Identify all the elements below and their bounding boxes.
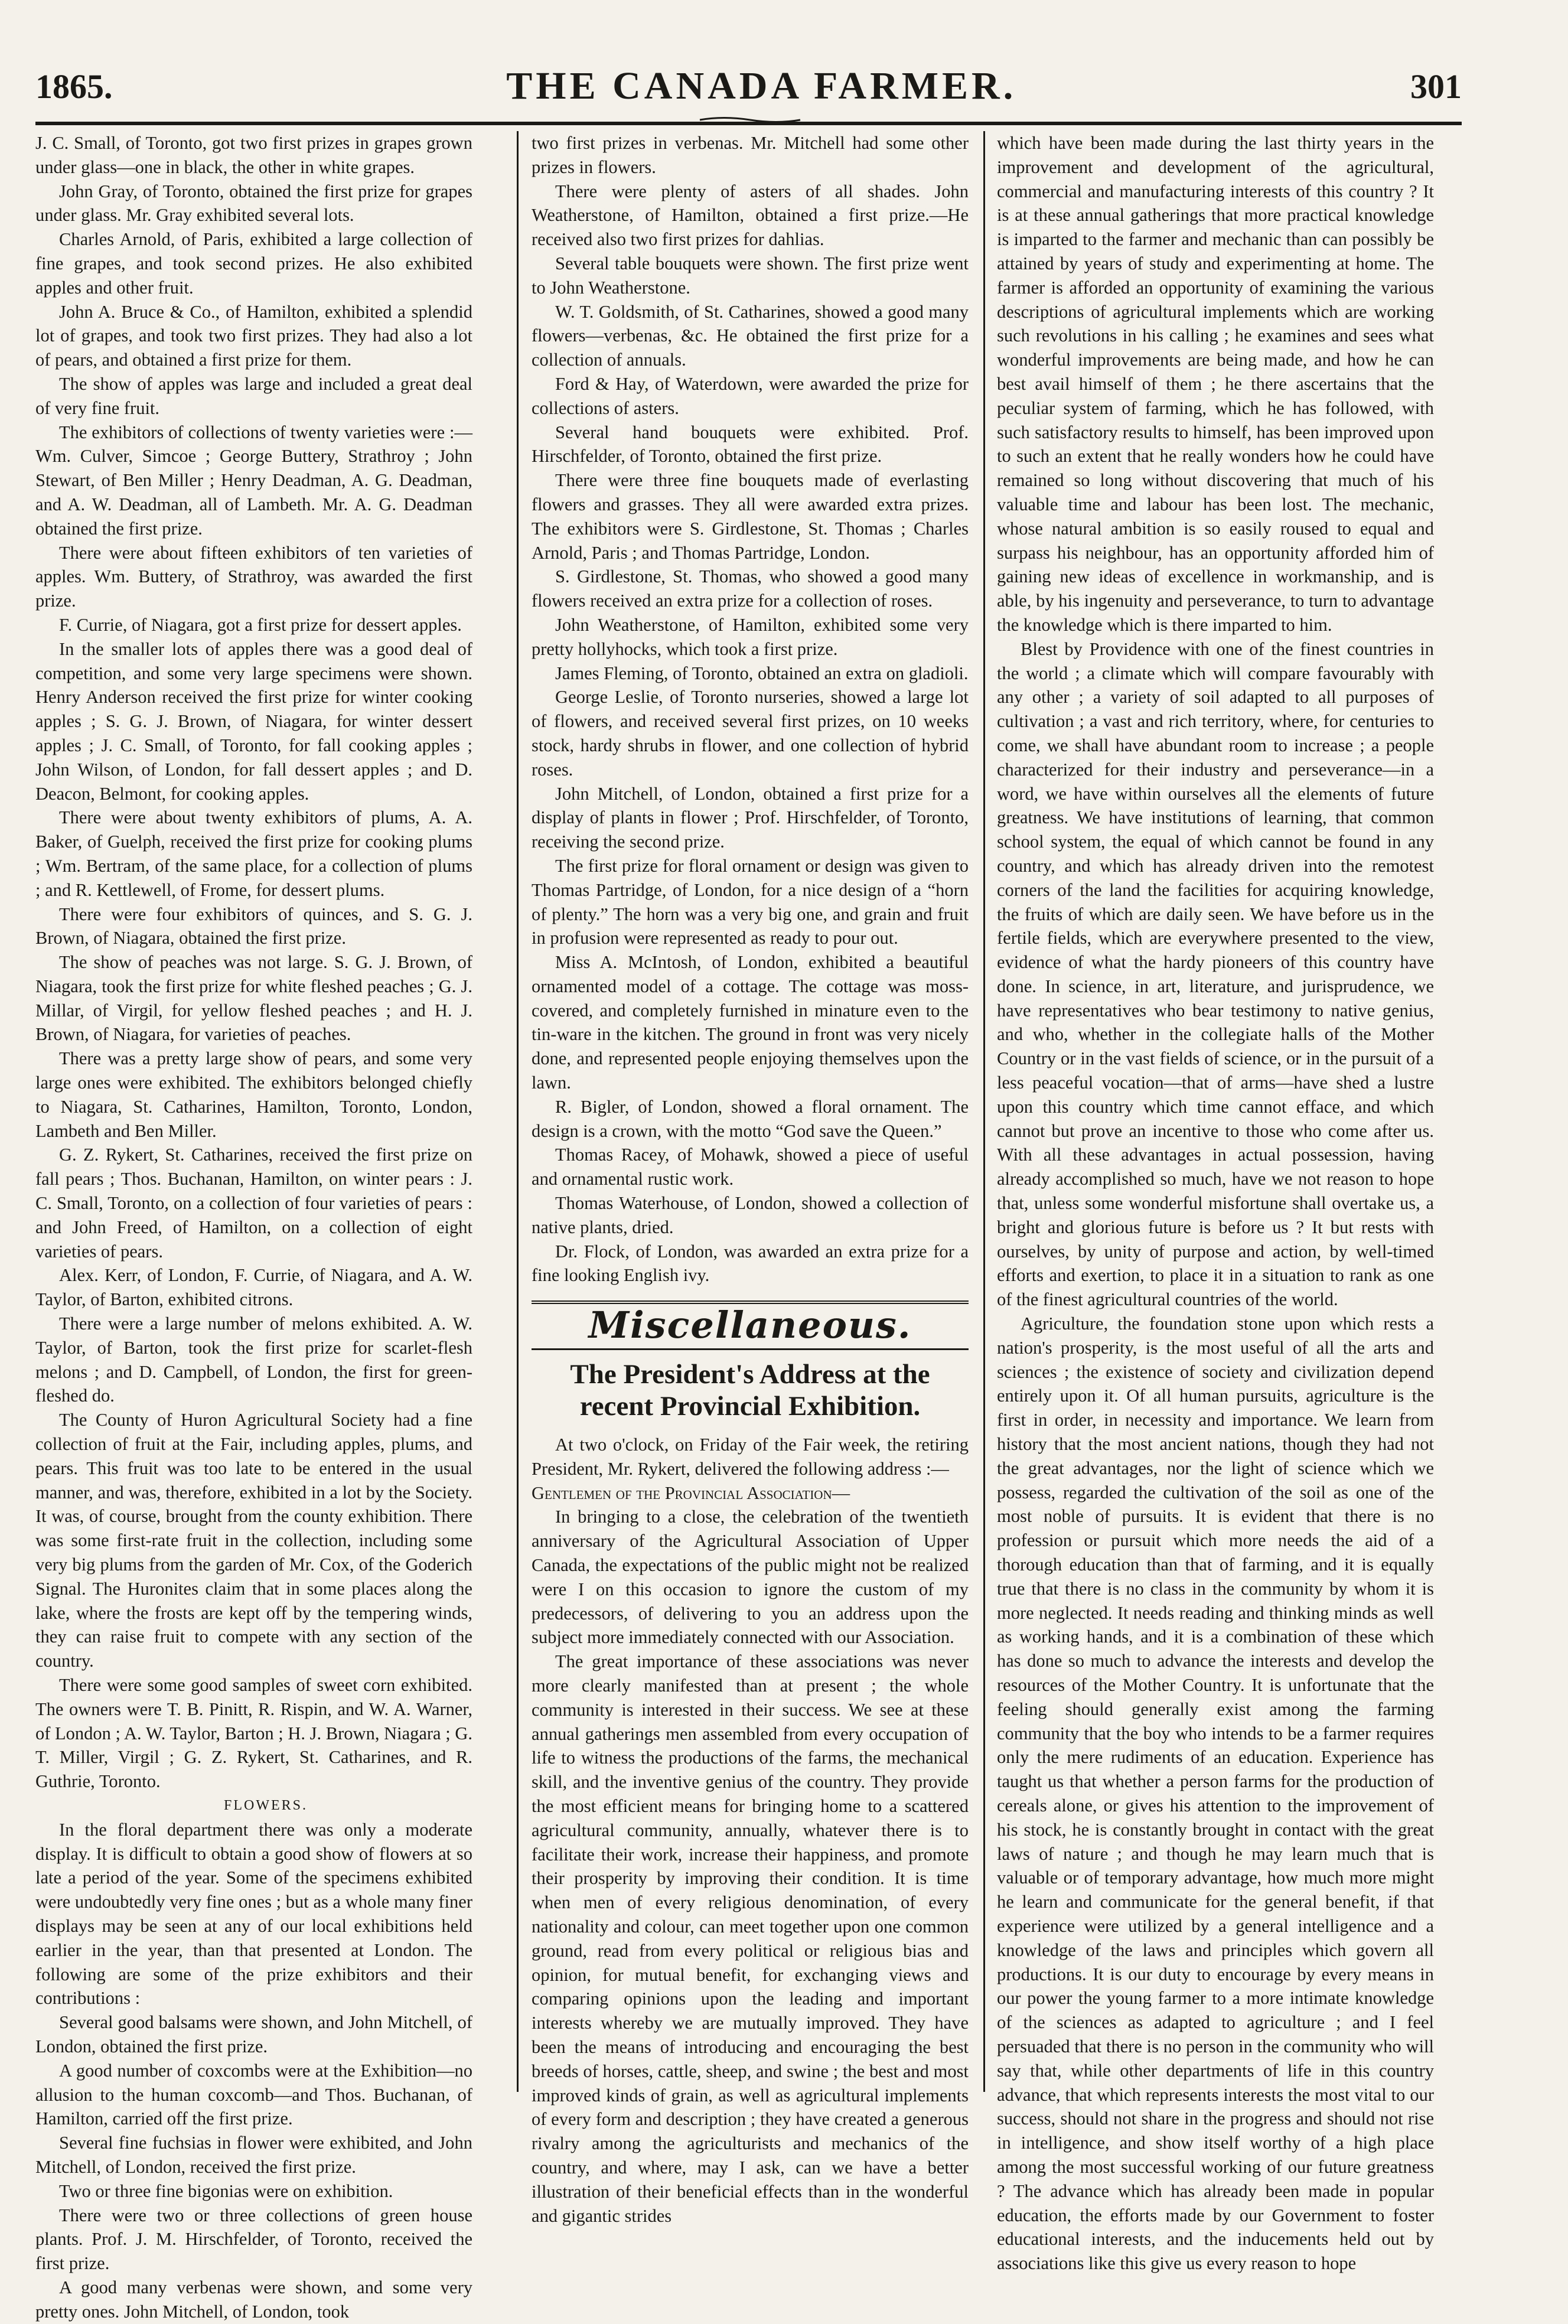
article-paragraph: There were about twenty exhibitors of plums, A. A. Baker, of Guelph, received the first prize for cooking plums ; Wm. Bertram, of the same place, for a collection of plums ; and R. Kettlewell, of Frome, for dessert plums. [35, 807, 472, 900]
article-paragraph: There was a pretty large show of pears, and some very large ones were exhibited. The exhibitors belonged chiefly to Niagara, St. Catharines, Hamilton, Toronto, London, Lambeth and Ben Miller. [35, 1048, 472, 1141]
article-paragraph: Several fine fuchsias in flower were exhibited, and John Mitchell, of London, received the first prize. [35, 2133, 472, 2177]
flowers-subheading: FLOWERS. [223, 1797, 308, 1813]
page-number: 301 [1410, 67, 1462, 106]
article-paragraph: S. Girdlestone, St. Thomas, who showed a good many flowers received an extra prize for a collection of roses. [532, 566, 969, 611]
column-divider [517, 131, 519, 2092]
article-paragraph: G. Z. Rykert, St. Catharines, received the first prize on fall pears ; Thos. Buchanan, Hamilton, on winter pears : J. C. Small, Toronto, on a collection of four varieties of pears : and John Freed, of Hamilton, on a collection of eight varieties of pears. [35, 1145, 472, 1262]
article-paragraph: John Weatherstone, of Hamilton, exhibited some very pretty hollyhocks, which took a first prize. [532, 614, 969, 659]
article-intro: At two o'clock, on Friday of the Fair week, the retiring President, Mr. Rykert, delivered the following address :— [532, 1435, 969, 1479]
address-salutation: Gentlemen of the Provincial Association— [532, 1482, 850, 1503]
column-divider [983, 131, 985, 2092]
newspaper-title: THE CANADA FARMER. [506, 64, 1017, 107]
article-paragraph: Miss A. McIntosh, of London, exhibited a beautiful ornamented model of a cottage. The cottage was moss-covered, and completely furnished in minature even to the tin-ware in the kitchen. The ground in front was very nicely done, and represented people enjoying themselves upon the lawn. [532, 952, 969, 1093]
article-paragraph: There were some good samples of sweet corn exhibited. The owners were T. B. Pinitt, R. Rispin, and W. A. Warner, of London ; A. W. Taylor, Barton ; H. J. Brown, Niagara ; G. T. Miller, Virgil ; G. Z. Rykert, St. Catharines, and R. Guthrie, Toronto. [35, 1675, 472, 1792]
column-three [997, 131, 1434, 2274]
article-paragraph: The County of Huron Agricultural Society had a fine collection of fruit at the Fair, including apples, plums, and pears. This fruit was too late to be entered in the usual manner, and was, therefore, exhibited in a lot by the Society. It was, of course, brought from the county exhibition. There was some first-rate fruit in the collection, including some very big plums from the garden of Mr. Cox, of the Goderich Signal. The Huronites claim that in some places along the lake, where the frosts are kept off by the tempering winds, they can raise fruit to compete with any section of the country. [35, 1410, 472, 1671]
article-paragraph: James Fleming, of Toronto, obtained an extra on gladioli. [555, 663, 969, 683]
article-paragraph: In the smaller lots of apples there was a good deal of competition, and some very large specimens were shown. Henry Anderson received the first prize for winter cooking apples ; S. G. J. Brown, of Niagara, for winter dessert apples ; J. C. Small, of Toronto, for fall cooking apples ; John Wilson, of London, for fall dessert apples ; and D. Deacon, Belmont, for cooking apples. [35, 638, 472, 804]
column-two [532, 131, 969, 2226]
article-title: The President's Address at the recent Provincial Exhibition. [570, 1359, 930, 1422]
article-paragraph: A good many verbenas were shown, and some very pretty ones. John Mitchell, of London, took [35, 2277, 472, 2322]
article-paragraph: Agriculture, the foundation stone upon which rests a nation's prosperity, is the most useful of all the arts and sciences ; the existence of society and civilization depend entirely upon it. Of all human pursuits, agriculture is the first in order, in necessity and importance. We learn from history that the most ancient nations, though they had not the great advantages, nor the light of science which we possess, regarded the cultivation of the soil as one of the most noble of pursuits. It is evident that there is no profession or pursuit which more needs the aid of a thorough education than that of farming, and it is equally true that there is no class in the community by whom it is more neglected. It needs reading and thinking minds as well as working hands, and it is a combination of these which has done so much to advance the interests and develop the resources of the Mother Country. It is unfortunate that the feeling should generally exist among the farming community that the boy who intends to be a farmer requires only the mere rudiments of an education. Experience has taught us that whether a person farms for the production of cereals alone, or gives his attention to the improvement of his stock, he is constantly brought in contact with the great laws of nature ; and though he may learn much that is valuable or of temporary advantage, how much more might he learn and communicate for the general benefit, if that experience were utilized by a general intelligence and a knowledge of the laws and principles which govern all productions. It is our duty to encourage by every means in our power the young farmer to a more intimate knowledge of the sciences as adapted to agriculture ; and I feel persuaded that there is no person in the community who will say that, while other departments of life in this country advance, that which represents interests the most vital to our success, should not share in the progress and should not rise in intelligence, and show itself worthy of a high place among the most successful working of our future greatness ? The advance which has already been made in popular education, the efforts made by our Government to foster educational interests, and the inducements held out by associations like this give us every reason to hope [997, 1313, 1434, 2274]
article-paragraph: John A. Bruce & Co., of Hamilton, exhibited a splendid lot of grapes, and took two first prizes. They had also a lot of pears, and obtained a first prize for them. [35, 301, 472, 370]
article-paragraph: John Gray, of Toronto, obtained the first prize for grapes under glass. Mr. Gray exhibited several lots. [35, 181, 472, 226]
section-divider [532, 1348, 969, 1350]
article-paragraph: There were about fifteen exhibitors of ten varieties of apples. Wm. Buttery, of Strathroy, was awarded the first prize. [35, 542, 472, 611]
article-paragraph: Ford & Hay, of Waterdown, were awarded the prize for collections of asters. [532, 373, 969, 418]
article-paragraph: Dr. Flock, of London, was awarded an extra prize for a fine looking English ivy. [532, 1241, 969, 1286]
article-paragraph: There were a large number of melons exhibited. A. W. Taylor, of Barton, took the first prize for scarlet-flesh melons ; and D. Campbell, of London, the first for green-fleshed do. [35, 1313, 472, 1406]
article-paragraph: W. T. Goldsmith, of St. Catharines, showed a good many flowers—verbenas, &c. He obtained the first prize for a collection of annuals. [532, 301, 969, 370]
article-paragraph: Two or three fine bigonias were on exhibition. [59, 2180, 393, 2201]
article-paragraph: J. C. Small, of Toronto, got two first prizes in grapes grown under glass—one in black, the other in white grapes. [35, 133, 472, 177]
article-paragraph: which have been made during the last thirty years in the improvement and development of the agricultural, commercial and manufacturing interests of this country ? It is at these annual gatherings that more practical knowledge is imparted to the farmer and mechanic than can possibly be attained by years of study and experimenting at home. The farmer is afforded an opportunity of examining the various descriptions of agricultural implements which are working such revolutions in his calling ; he examines and sees what wonderful improvements are being made, and how he can best avail himself of them ; he there ascertains that the peculiar system of farming, which he has followed, with such satisfactory results to himself, has been improved upon to such an extent that he really wonders how he could have remained so long without discovering that much of his valuable time and labour has been lost. The mechanic, whose natural ambition is so easily roused to equal and surpass his neighbour, has an opportunity afforded him of gaining new ideas of excellence in workmanship, and is able, by his ingenuity and perseverance, to turn to advantage the knowledge which is there imparted to him. [997, 133, 1434, 635]
article-paragraph: In the floral department there was only a moderate display. It is difficult to obtain a good show of flowers at so late a period of the year. Some of the specimens exhibited were undoubtedly very fine ones ; but as a whole many finer displays may be seen at any of our local exhibitions held earlier in the year, than that presented at London. The following are some of the prize exhibitors and their contributions : [35, 1819, 472, 2009]
article-paragraph: The show of apples was large and included a great deal of very fine fruit. [35, 373, 472, 418]
article-paragraph: Blest by Providence with one of the finest countries in the world ; a climate which will compare favourably with any other ; a variety of soil adapted to all purposes of cultivation ; a vast and rich territory, where, for centuries to come, we shall have abundant room to increase ; a people characterized for their industry and perseverance—in a word, we have within ourselves all the elements of future greatness. We have institutions of learning, that common school system, the equal of which cannot be found in any country, and which has already driven into the remotest corners of the land the facilities for acquiring knowledge, the fruits of which are daily seen. We have before us in the fertile fields, which are everywhere presented to the view, evidence of what the hardy pioneers of this country have done. In science, in art, literature, and jurisprudence, we have representatives who bear testimony to native genius, and who, whether in the collegiate halls of the Mother Country or in the vast fields of science, or in the pursuit of a less peaceful vocation—that of arms—have shed a lustre upon this country which time cannot efface, and which cannot but prove an incentive to those who come after us. With all these advantages in actual possession, having already accomplished so much, have we not reason to hope that, unless some wonderful misfortune shall overtake us, a bright and glorious future is before us ? It but rests with ourselves, by unity of purpose and action, by well-timed efforts and exertion, to place it in a situation to rank as one of the finest agricultural countries of the world. [997, 638, 1434, 1310]
article-paragraph: John Mitchell, of London, obtained a first prize for a display of plants in flower ; Prof. Hirschfelder, of Toronto, receiving the second prize. [532, 783, 969, 852]
masthead [35, 51, 1462, 125]
article-paragraph: Several hand bouquets were exhibited. Prof. Hirschfelder, of Toronto, obtained the first prize. [532, 422, 969, 467]
issue-year: 1865. [35, 67, 113, 106]
column-one [35, 131, 472, 2322]
article-paragraph: In bringing to a close, the celebration of the twentieth anniversary of the Agricultural Association of Upper Canada, the expectations of the public might not be realized were I on this occasion to ignore the custom of my predecessors, of delivering to you an address upon the subject more immediately connected with our Association. [532, 1507, 969, 1648]
article-paragraph: F. Currie, of Niagara, got a first prize for dessert apples. [59, 614, 462, 635]
article-paragraph: Several table bouquets were shown. The first prize went to John Weatherstone. [532, 253, 969, 298]
article-paragraph: Alex. Kerr, of London, F. Currie, of Niagara, and A. W. Taylor, of Barton, exhibited citrons. [35, 1265, 472, 1310]
article-paragraph: The first prize for floral ornament or design was given to Thomas Partridge, of London, for a nice design of a “horn of plenty.” The horn was a very big one, and grain and fruit in profusion were represented as ready to pour out. [532, 855, 969, 948]
article-paragraph: There were four exhibitors of quinces, and S. G. J. Brown, of Niagara, obtained the first prize. [35, 904, 472, 948]
article-paragraph: Several good balsams were shown, and John Mitchell, of London, obtained the first prize. [35, 2012, 472, 2056]
article-paragraph: There were two or three collections of green house plants. Prof. J. M. Hirschfelder, of Toronto, received the first prize. [35, 2205, 472, 2274]
article-paragraph: Charles Arnold, of Paris, exhibited a large collection of fine grapes, and took second prizes. He also exhibited apples and other fruit. [35, 229, 472, 298]
article-paragraph: Thomas Waterhouse, of London, showed a collection of native plants, dried. [532, 1193, 969, 1237]
article-paragraph: The great importance of these associations was never more clearly manifested than at present ; the whole community is interested in their success. We see at these annual gatherings men assembled from every occupation of life to witness the productions of the farms, the mechanical skill, and the inventive genius of the country. They provide the most efficient means for bringing home to a scattered agricultural community, annually, whatever there is to facilitate their work, increase their happiness, and promote their prosperity by improving their condition. It is time when men of every religious denomination, of every nationality and colour, can meet together upon one common ground, read from every political or religious bias and opinion, for mutual benefit, for exchanging views and comparing opinions upon the leading and important interests whereby we are mutually improved. They have been the means of introducing and encouraging the best breeds of horses, cattle, sheep, and swine ; the best and most improved kinds of grain, as well as agricultural implements of every form and description ; they have created a generous rivalry among the agriculturists and mechanics of the country, and where, may I ask, can we have a better illustration of their beneficial effects than in the wonderful and gigantic strides [532, 1651, 969, 2226]
article-paragraph: The exhibitors of collections of twenty varieties were :—Wm. Culver, Simcoe ; George Buttery, Strathroy ; John Stewart, of Ben Miller ; Henry Deadman, A. G. Deadman, and A. W. Deadman, all of Lambeth. Mr. A. G. Deadman obtained the first prize. [35, 422, 472, 539]
section-heading: Miscellaneous. [588, 1303, 912, 1347]
article-paragraph: two first prizes in verbenas. Mr. Mitchell had some other prizes in flowers. [532, 133, 969, 177]
article-paragraph: The show of peaches was not large. S. G. J. Brown, of Niagara, took the first prize for white fleshed peaches ; G. J. Millar, of Virgil, for yellow fleshed peaches ; and H. J. Brown, of Niagara, for varieties of peaches. [35, 952, 472, 1045]
article-paragraph: A good number of coxcombs were at the Exhibition—no allusion to the human coxcomb—and Thos. Buchanan, of Hamilton, carried off the first prize. [35, 2060, 472, 2129]
article-paragraph: There were three fine bouquets made of everlasting flowers and grasses. They all were awarded extra prizes. The exhibitors were S. Girdlestone, St. Thomas ; Charles Arnold, Paris ; and Thomas Partridge, London. [532, 470, 969, 563]
article-paragraph: There were plenty of asters of all shades. John Weatherstone, of Hamilton, obtained a first prize.—He received also two first prizes for dahlias. [532, 181, 969, 250]
masthead-ornament-icon [697, 116, 803, 124]
article-paragraph: R. Bigler, of London, showed a floral ornament. The design is a crown, with the motto “God save the Queen.” [532, 1096, 969, 1141]
article-paragraph: George Leslie, of Toronto nurseries, showed a large lot of flowers, and received several first prizes, on 10 weeks stock, hardy shrubs in flower, and one collection of hybrid roses. [532, 687, 969, 780]
article-paragraph: Thomas Racey, of Mohawk, showed a piece of useful and ornamental rustic work. [532, 1145, 969, 1189]
